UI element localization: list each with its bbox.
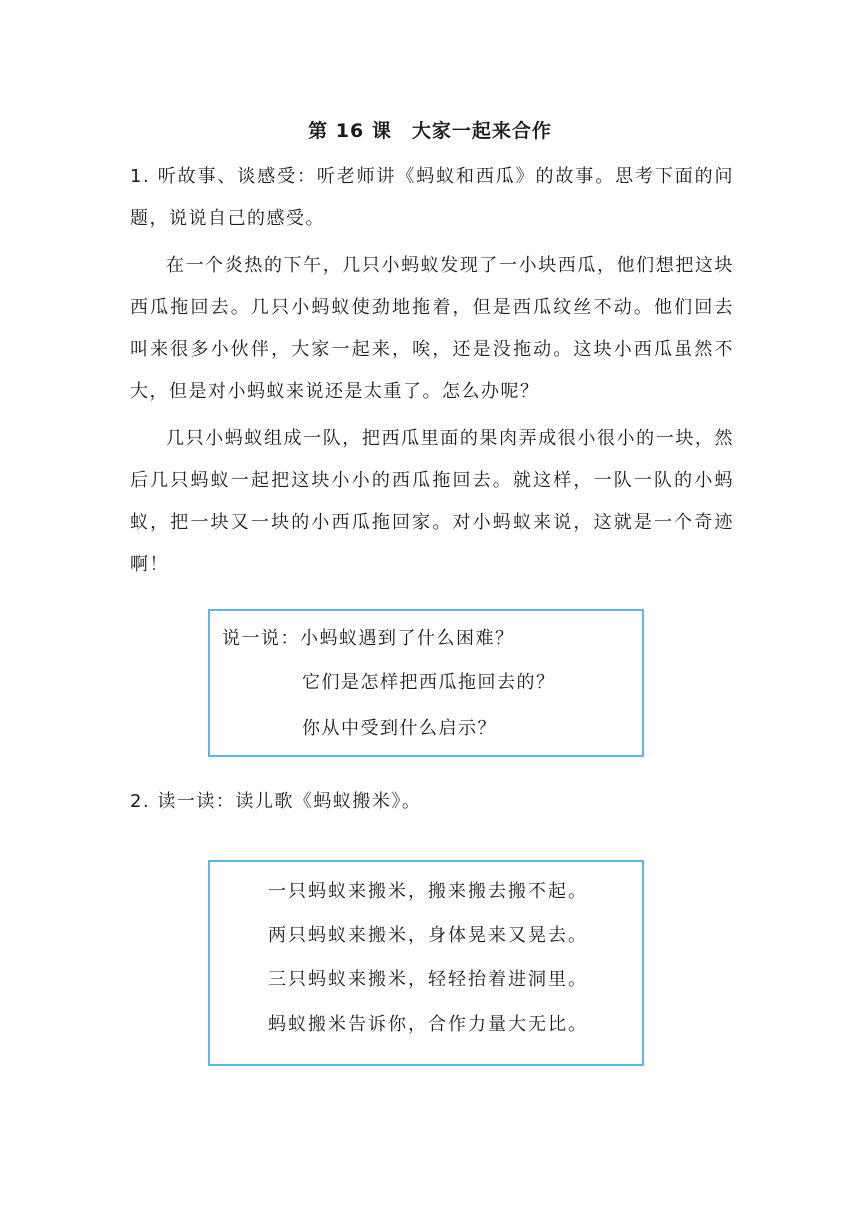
lesson-title: 第 16 课 大家一起来合作 <box>308 120 552 142</box>
poem-line: 三只蚂蚁来搬米，轻轻抬着进洞里。 <box>268 969 588 990</box>
discussion-box <box>208 609 644 757</box>
poem-line: 蚂蚁搬米告诉你，合作力量大无比。 <box>268 1014 588 1035</box>
discussion-question-3: 你从中受到什么启示？ <box>302 718 497 739</box>
section-1-heading: 1. 听故事、谈感受：听老师讲《蚂蚁和西瓜》的故事。思考下面的问题，说说自己的感受。 <box>130 166 734 229</box>
section-1 <box>130 156 734 586</box>
discussion-question-1: 说一说：小蚂蚁遇到了什么困难？ <box>222 628 515 649</box>
poem-line: 两只蚂蚁来搬米，身体晃来又晃去。 <box>268 925 588 946</box>
story-paragraph-1: 在一个炎热的下午，几只小蚂蚁发现了一小块西瓜，他们想把这块西瓜拖回去。几只小蚂蚁使劲地拖着，但是西瓜纹丝不动。他们回去叫来很多小伙伴，大家一起来，唉，还是没拖动。这块小西瓜虽然不大，但是对小蚂蚁来说还是太重了。怎么办呢？ <box>130 255 734 402</box>
poem-box <box>208 860 644 1066</box>
poem-line: 一只蚂蚁来搬米，搬来搬去搬不起。 <box>268 881 588 902</box>
story-paragraph-2: 几只小蚂蚁组成一队，把西瓜里面的果肉弄成很小很小的一块，然后几只蚂蚁一起把这块小小的西瓜拖回去。就这样，一队一队的小蚂蚁，把一块又一块的小西瓜拖回家。对小蚂蚁来说，这就是一个奇迹啊！ <box>130 428 734 575</box>
section-2-heading: 2. 读一读：读儿歌《蚂蚁搬米》。 <box>130 791 422 812</box>
discussion-question-2: 它们是怎样把西瓜拖回去的？ <box>302 672 556 693</box>
